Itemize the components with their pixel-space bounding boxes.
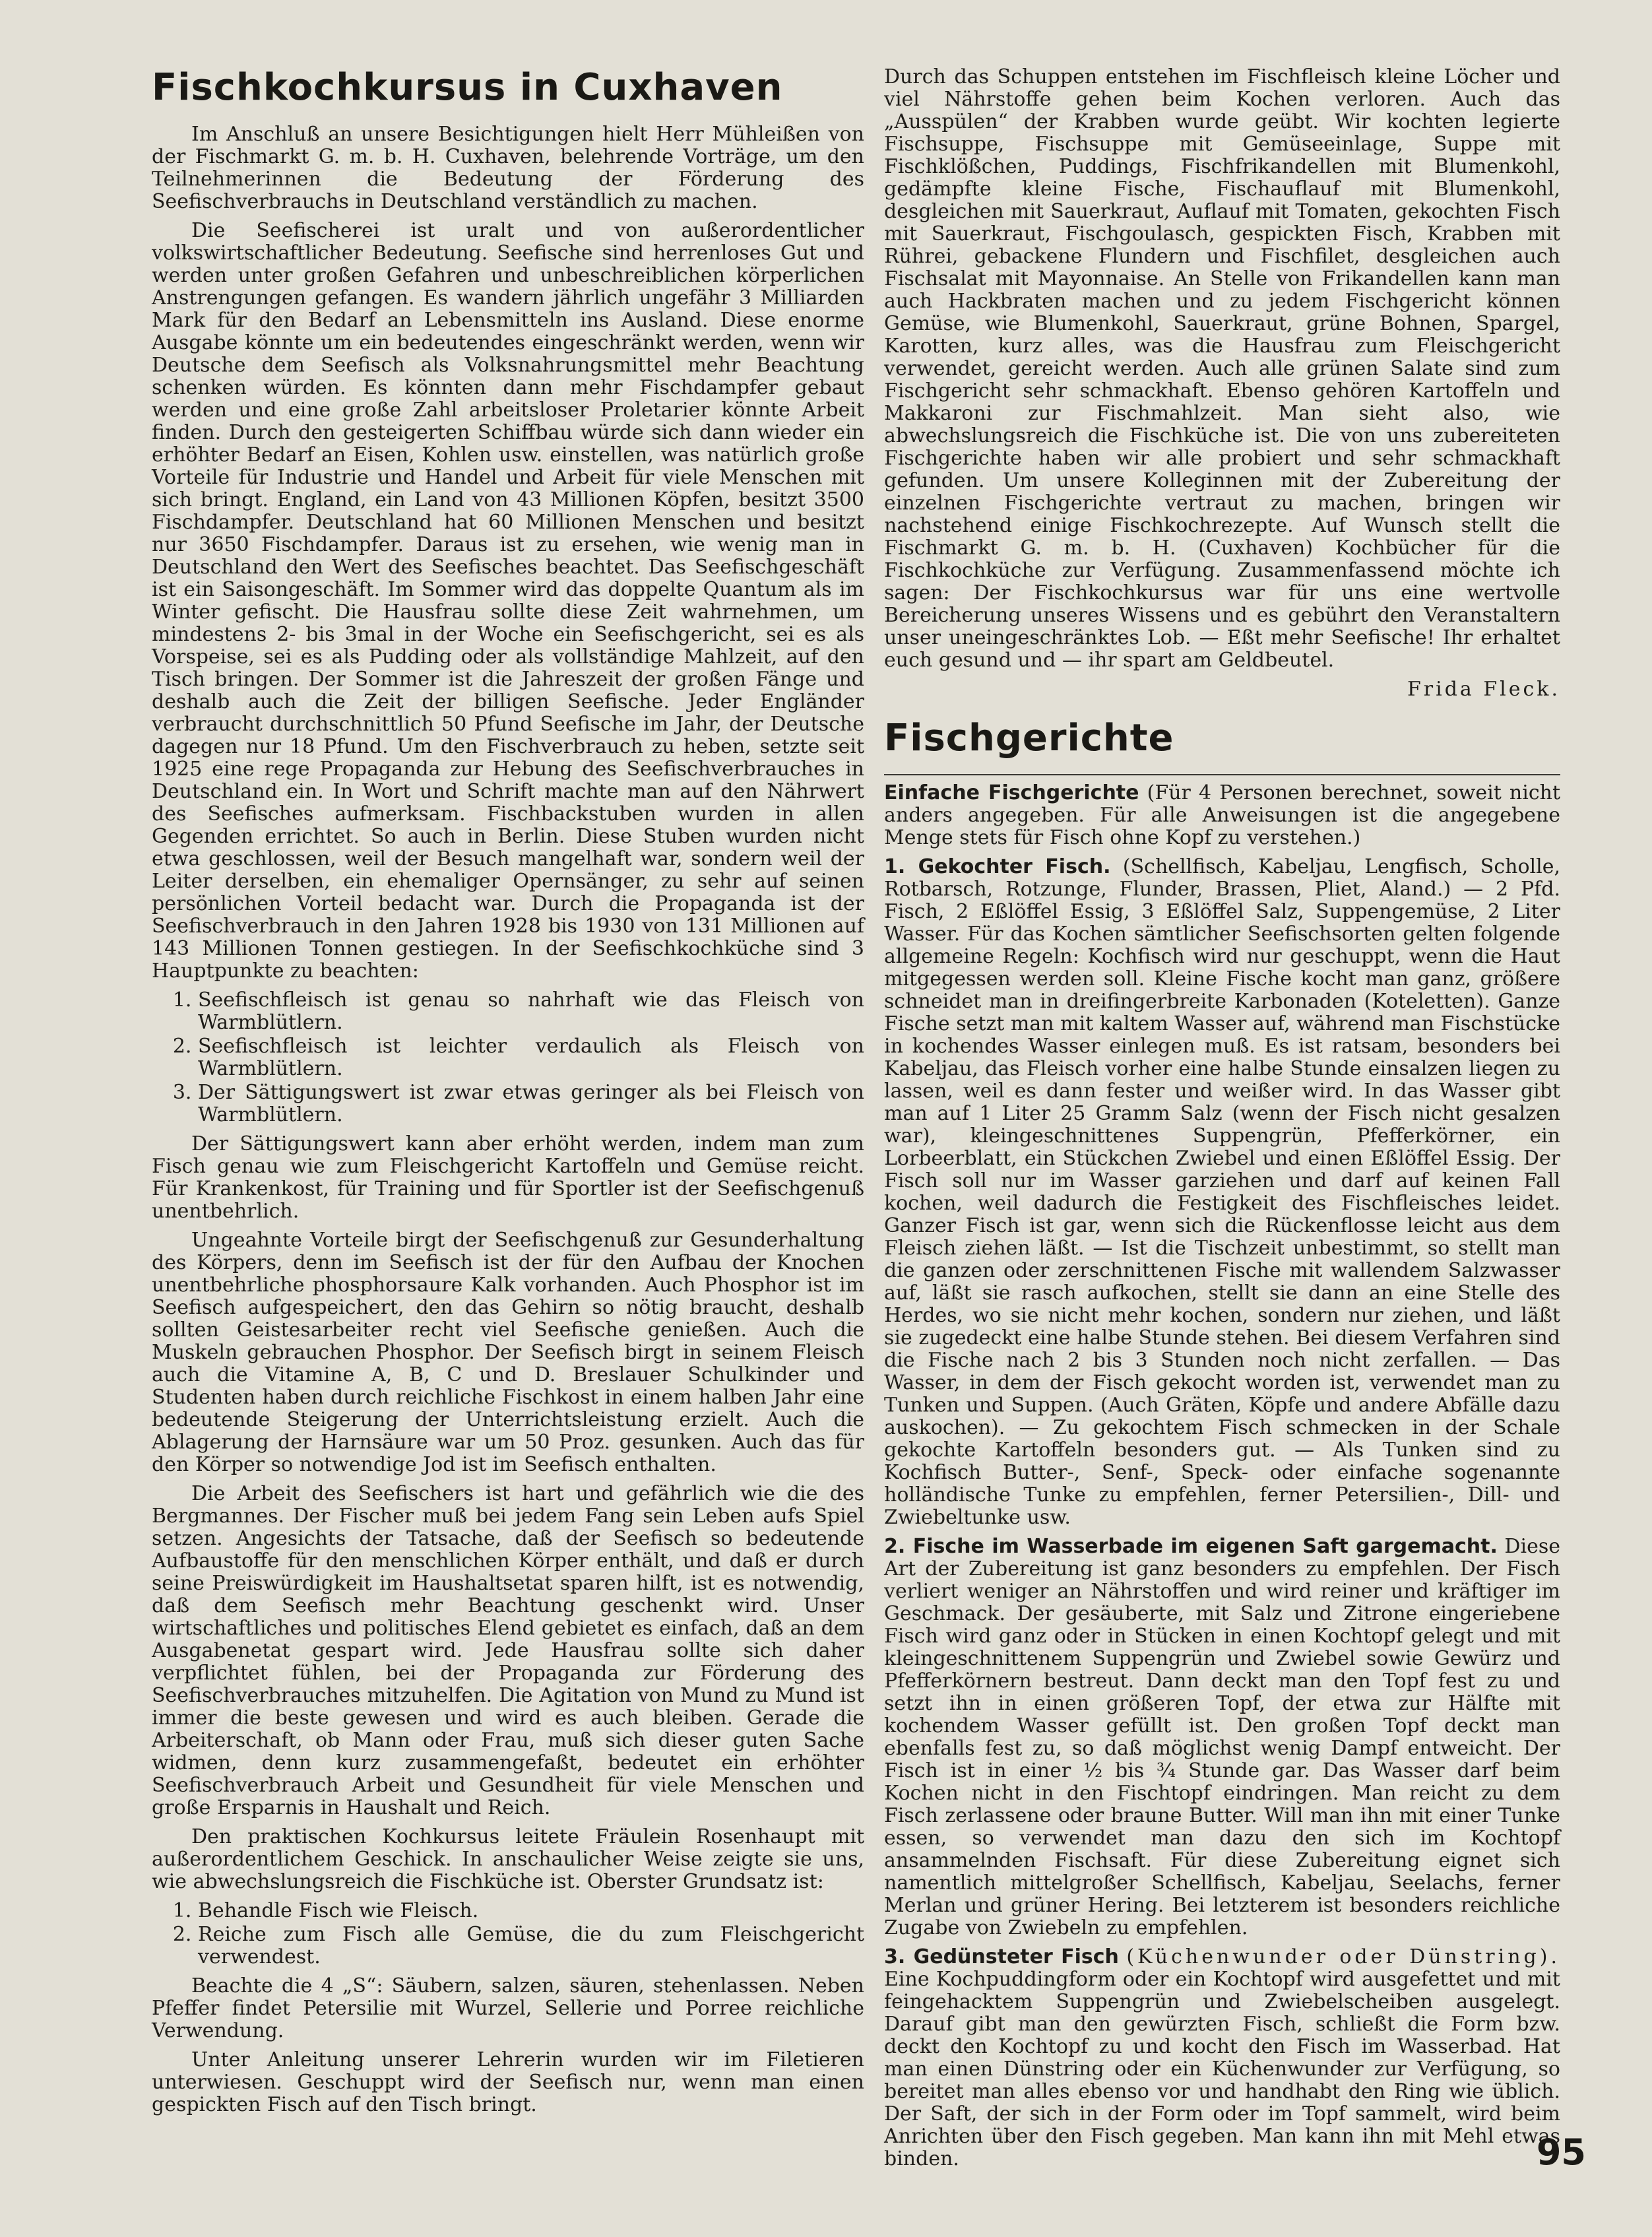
article-paragraph: Ungeahnte Vorteile birgt der Seefischgenuß zur Gesunderhaltung des Körpers, denn im Seefisch ist der für den Aufbau der Knochen unentbehrliche phosphorsaure Kalk vorhanden. Auch Phosphor ist im Seefisch aufgespeichert, den das Gehirn so nötig braucht, deshalb sollten Geistesarbeiter recht viel Seefische genießen. Auch die Muskeln gebrauchen Phosphor. Der Seefisch birgt in seinem Fleisch auch die Vitamine A, B, C und D. Breslauer Schulkinder und Studenten haben durch reichliche Fischkost in einem halben Jahr eine bedeutende Steigerung der Unterrichtsleistung erzielt. Auch die Ablagerung der Harnsäure war um 50 Proz. gesunken. Auch das für den Körper so notwendige Jod ist im Seefisch enthalten. — [152, 1229, 864, 1476]
recipe-3 — [884, 1946, 1560, 2170]
article-paragraph: Beachte die 4 „S“: Säubern, salzen, säuren, stehenlassen. Neben Pfeffer findet Petersilie mit Wurzel, Sellerie und Porree reichliche Verwendung. — [152, 1974, 864, 2042]
section-divider — [884, 774, 1560, 775]
recipe-2 — [884, 1536, 1560, 1939]
list-item: 2. Reiche zum Fisch alle Gemüse, die du zum Fleischgericht verwendest. — [198, 1924, 864, 1968]
article-paragraph: Den praktischen Kochkursus leitete Fräulein Rosenhaupt mit außerordentlichem Geschick. In anschaulicher Weise zeigte sie uns, wie abwechslungsreich die Fischküche ist. Oberster Grundsatz ist: — [152, 1825, 864, 1893]
article-paragraph: Der Sättigungswert kann aber erhöht werden, indem man zum Fisch genau wie zum Fleischgericht Kartoffeln und Gemüse reicht. Für Krankenkost, für Training und für Sportler ist der Seefischgenuß unentbehrlich. — [152, 1132, 864, 1223]
article-paragraph: Im Anschluß an unsere Besichtigungen hielt Herr Mühleißen von der Fischmarkt G. m. b. H. Cuxhaven, belehrende Vorträge, um den Teilnehmerinnen die Bedeutung der Förderung des Seefischverbrauchs in Deutschland verständlich zu machen. — [152, 123, 864, 213]
article-continuation: Durch das Schuppen entstehen im Fischfleisch kleine Löcher und viel Nährstoffe gehen beim Kochen verloren. Auch das „Ausspülen“ der Krabben wurde geübt. Wir kochten legierte Fischsuppe, Fischsuppe mit Gemüseeinlage, Suppe mit Fischklößchen, Puddings, Fischfrikandellen mit Blumenkohl, gedämpfte kleine Fische, Fischauflauf mit Blumenkohl, desgleichen mit Sauerkraut, Auflauf mit Tomaten, gekochten Fisch mit Sauerkraut, Fischgoulasch, gespickten Fisch, Krabben mit Rührei, gebackene Flundern und Fischfilet, desgleichen auch Fischsalat mit Mayonnaise. An Stelle von Frikandellen kann man auch Hackbraten machen und zu jedem Fischgericht können Gemüse, wie Blumenkohl, Sauerkraut, grüne Bohnen, Spargel, Karotten, kurz alles, was die Hausfrau zum Fleischgericht verwendet, gereicht werden. Auch alle grünen Salate sind zum Fischgericht sehr schmackhaft. Ebenso gehören Kartoffeln und Makkaroni zur Fischmahlzeit. Man sieht also, wie abwechslungsreich die Fischküche ist. Die von uns zubereiteten Fischgerichte haben wir alle probiert und sehr schmackhaft gefunden. Um unsere Kolleginnen mit der Zubereitung der einzelnen Fischgerichte vertraut zu machen, bringen wir nachstehend einige Fischkochrezepte. Auf Wunsch stellt die Fischmarkt G. m. b. H. (Cuxhaven) Kochbücher für die Fischkochküche zur Verfügung. Zusammenfassend möchte ich sagen: Der Fischkochkursus war für uns eine wertvolle Bereicherung unseres Wissens und es gebührt den Veranstaltern unser uneingeschränktes Lob. — Eßt mehr Seefische! Ihr erhaltet euch gesund und — ihr spart am Geldbeutel. — [884, 65, 1560, 672]
recipes-intro — [884, 782, 1560, 849]
article-headline: Fischkochkursus in Cuxhaven — [152, 66, 783, 109]
section-headline: Fischgerichte — [884, 717, 1174, 760]
right-column — [884, 66, 1560, 2177]
recipe-1 — [884, 856, 1560, 1529]
recipe-3-subtitle: (Küchenwunder oder Dünstring). — [1126, 1945, 1560, 1968]
list-item: 1. Behandle Fisch wie Fleisch. — [198, 1900, 864, 1922]
author-signature: Frida Fleck. — [1407, 678, 1560, 701]
article-paragraph: Die Seefischerei ist uralt und von außerordentlicher volkswirtschaftlicher Bedeutung. Seefische sind herrenloses Gut und werden unter großen Gefahren und unbeschreiblichen körperlichen Anstrengungen gefangen. Es wandern jährlich ungefähr 3 Milliarden Mark für den Bedarf an Lebensmitteln ins Ausland. Diese enorme Ausgabe könnte um ein bedeutendes eingeschränkt werden, wenn wir Deutsche dem Seefisch als Volksnahrungsmittel mehr Beachtung schenken würden. Es könnten dann mehr Fischdampfer gebaut werden und eine große Zahl arbeitsloser Proletarier könnte Arbeit finden. Durch den gesteigerten Schiffbau würde sich dann wieder ein erhöhter Bedarf an Eisen, Kohlen usw. einstellen, was natürlich große Vorteile für Industrie und Handel und Arbeit für viele Menschen mit sich bringt. England, ein Land von 43 Millionen Köpfen, besitzt 3500 Fischdampfer. Deutschland hat 60 Millionen Menschen und besitzt nur 3650 Fischdampfer. Daraus ist zu ersehen, wie wenig man in Deutschland den Wert des Seefisches beachtet. Das Seefischgeschäft ist ein Saisongeschäft. Im Sommer wird das doppelte Quantum als im Winter gefischt. Die Hausfrau sollte diese Zeit wahrnehmen, um mindestens 2- bis 3mal in der Woche ein Seefischgericht, sei es als Vorspeise, sei es als Pudding oder als vollständige Mahlzeit, auf den Tisch bringen. Der Sommer ist die Jahreszeit der großen Fänge und deshalb auch die Zeit der billigen Seefische. Jeder Engländer verbraucht durchschnittlich 50 Pfund Seefische im Jahr, der Deutsche dagegen nur 18 Pfund. Um den Fischverbrauch zu heben, setzte seit 1925 eine rege Propaganda zur Hebung des Seefischverbrauches in Deutschland ein. In Wort und Schrift machte man auf den Nährwert des Seefisches aufmerksam. Fischbackstuben wurden in allen Gegenden errichtet. So auch in Berlin. Diese Stuben wurden nicht etwa geschlossen, weil der Besuch mangelhaft war, sondern weil der Leiter derselben, ein ehemaliger Opernsänger, zu sehr auf seinen persönlichen Vorteil bedacht war. Durch die Propaganda ist der Seefischverbrauch in den Jahren 1928 bis 1930 von 131 Millionen auf 143 Millionen Tonnen gestiegen. In der Seefischkochküche sind 3 Hauptpunkte zu beachten: — [152, 219, 864, 983]
recipe-1-text: (Schellfisch, Kabeljau, Lengfisch, Scholle, Rotbarsch, Rotzunge, Flunder, Brassen, Pliet, Aland.) — 2 Pfd. Fisch, 2 Eßlöffel Essig, 3 Eßlöffel Salz, Suppengemüse, 2 Liter Wasser. Für das Kochen sämtlicher Seefischsorten gelten folgende allgemeine Regeln: Kochfisch wird nur geschuppt, wenn die Haut mitgegessen werden soll. Kleine Fische kocht man ganz, größere schneidet man in dreifingerbreite Karbonaden (Koteletten). Ganze Fische setzt man mit kaltem Wasser auf, während man Fischstücke in kochendes Wasser einlegen muß. Es ist ratsam, besonders bei Kabeljau, das Fleisch vorher eine halbe Stunde einsalzen liegen zu lassen, weil es dann fester und weißer wird. In das Wasser gibt man auf 1 Liter 25 Gramm Salz (wenn der Fisch nicht gesalzen war), kleingeschnittenes Suppengrün, Pfefferkörner, ein Lorbeerblatt, ein Stückchen Zwiebel und einen Eßlöffel Essig. Der Fisch soll nur im Wasser garziehen und darf auf keinen Fall kochen, weil dadurch die Festigkeit des Fischfleisches leidet. Ganzer Fisch ist gar, wenn sich die Rückenflosse leicht aus dem Fleisch ziehen läßt. — Ist die Tischzeit unbestimmt, so stellt man die ganzen oder zerschnittenen Fische mit wallendem Salzwasser auf, läßt sie rasch aufkochen, stellt sie dann an eine Stelle des Herdes, wo sie nicht mehr kochen, sondern nur ziehen, und läßt sie zugedeckt eine halbe Stunde stehen. Bei diesem Verfahren sind die Fische nach 2 bis 3 Stunden noch nicht zerfallen. — Das Wasser, in dem der Fisch gekocht worden ist, verwendet man zu Tunken und Suppen. (Auch Gräten, Köpfe und andere Abfälle dazu auskochen). — Zu gekochtem Fisch schmecken in der Schale gekochte Kartoffeln besonders gut. — Als Tunken sind zu Kochfisch Butter-, Senf-, Speck- oder einfache sogenannte holländische Tunke zu empfehlen, ferner Petersilien-, Dill- und Zwiebeltunke usw. — [884, 855, 1560, 1529]
list-item: 3. Der Sättigungswert ist zwar etwas geringer als bei Fleisch von Warmblütlern. — [198, 1082, 864, 1126]
list-item: 2. Seefischfleisch ist leichter verdaulich als Fleisch von Warmblütlern. — [198, 1035, 864, 1080]
recipe-3-text: Eine Kochpuddingform oder ein Kochtopf wird ausgefettet und mit feingehacktem Suppengrün und Zwiebelscheiben ausgelegt. Darauf gibt man den gewürzten Fisch, schließt die Form bzw. deckt den Kochtopf zu und kocht den Fisch im Wasserbad. Hat man einen Dünstring oder ein Küchenwunder zur Verfügung, so bereitet man alles ebenso vor und handhabt den Ring wie üblich. Der Saft, der sich in der Form oder im Topf sammelt, wird beim Anrichten über den Fisch gegeben. Man kann ihn mit Mehl etwas binden. — [884, 1968, 1560, 2170]
recipe-1-title: 1. Gekochter Fisch. — [884, 855, 1111, 878]
intro-text: (Für 4 Personen berechnet, soweit nicht anders angegeben. Für alle Anweisungen ist die angegebene Menge stets für Fisch ohne Kopf zu verstehen.) — [884, 781, 1560, 849]
article-paragraph: Unter Anleitung unserer Lehrerin wurden wir im Filetieren unterwiesen. Geschuppt wird der Seefisch nur, wenn man einen gespickten Fisch auf den Tisch bringt. — [152, 2048, 864, 2116]
recipe-2-text: Diese Art der Zubereitung ist ganz besonders zu empfehlen. Der Fisch verliert weniger an Nährstoffen und wird reiner und kräftiger im Geschmack. Der gesäuberte, mit Salz und Zitrone eingeriebene Fisch wird ganz oder in Stücken in einen Kochtopf gelegt und mit kleingeschnittenem Suppengrün und Zwiebel sowie Gewürz und Pfefferkörnern bestreut. Dann deckt man den Topf fest zu und setzt ihn in einen größeren Topf, der etwa zur Hälfte mit kochendem Wasser gefüllt ist. Den großen Topf deckt man ebenfalls fest zu, so daß möglichst wenig Dampf entweicht. Der Fisch ist in einer ½ bis ¾ Stunde gar. Das Wasser darf beim Kochen nicht in den Fischtopf eindringen. Man reicht zu dem Fisch zerlassene oder braune Butter. Will man ihn mit einer Tunke essen, so verwendet man dazu den sich im Kochtopf ansammelnden Fischsaft. Für diese Zubereitung eignet sich namentlich mittelgroßer Schellfisch, Kabeljau, Seelachs, ferner Merlan und grüner Hering. Bei letzterem ist besonders reichliche Zugabe von Zwiebeln zu empfehlen. — [884, 1535, 1560, 1939]
intro-title: Einfache Fischgerichte — [884, 781, 1139, 804]
article-paragraph: Die Arbeit des Seefischers ist hart und gefährlich wie die des Bergmannes. Der Fischer muß bei jedem Fang sein Leben aufs Spiel setzen. Angesichts der Tatsache, daß der Seefisch so bedeutende Aufbaustoffe für den menschlichen Körper enthält, und daß er durch seine Preiswürdigkeit im Haushaltsetat sparen hilft, ist es notwendig, daß dem Seefisch mehr Beachtung geschenkt wird. Unser wirtschaftliches und politisches Elend gebietet es einfach, daß an dem Ausgabenetat gespart wird. Jede Hausfrau sollte sich daher verpflichtet fühlen, bei der Propaganda zur Förderung des Seefischverbrauches mitzuhelfen. Die Agitation von Mund zu Mund ist immer die beste gewesen und wird es auch bleiben. Gerade die Arbeiterschaft, ob Mann oder Frau, muß sich dieser guten Sache widmen, denn kurz zusammengefaßt, bedeutet ein erhöhter Seefischverbrauch Arbeit und Gesundheit für viele Menschen und große Ersparnis in Haushalt und Reich. — [152, 1482, 864, 1819]
principles-list — [152, 1900, 864, 1968]
list-item: 1. Seefischfleisch ist genau so nahrhaft wie das Fleisch von Warmblütlern. — [198, 989, 864, 1034]
page-number: 95 — [1536, 2131, 1586, 2173]
recipe-2-title: 2. Fische im Wasserbade im eigenen Saft gargemacht. — [884, 1535, 1498, 1558]
main-points-list — [152, 989, 864, 1126]
recipe-3-title: 3. Gedünsteter Fisch — [884, 1945, 1119, 1968]
left-column — [152, 66, 864, 2123]
